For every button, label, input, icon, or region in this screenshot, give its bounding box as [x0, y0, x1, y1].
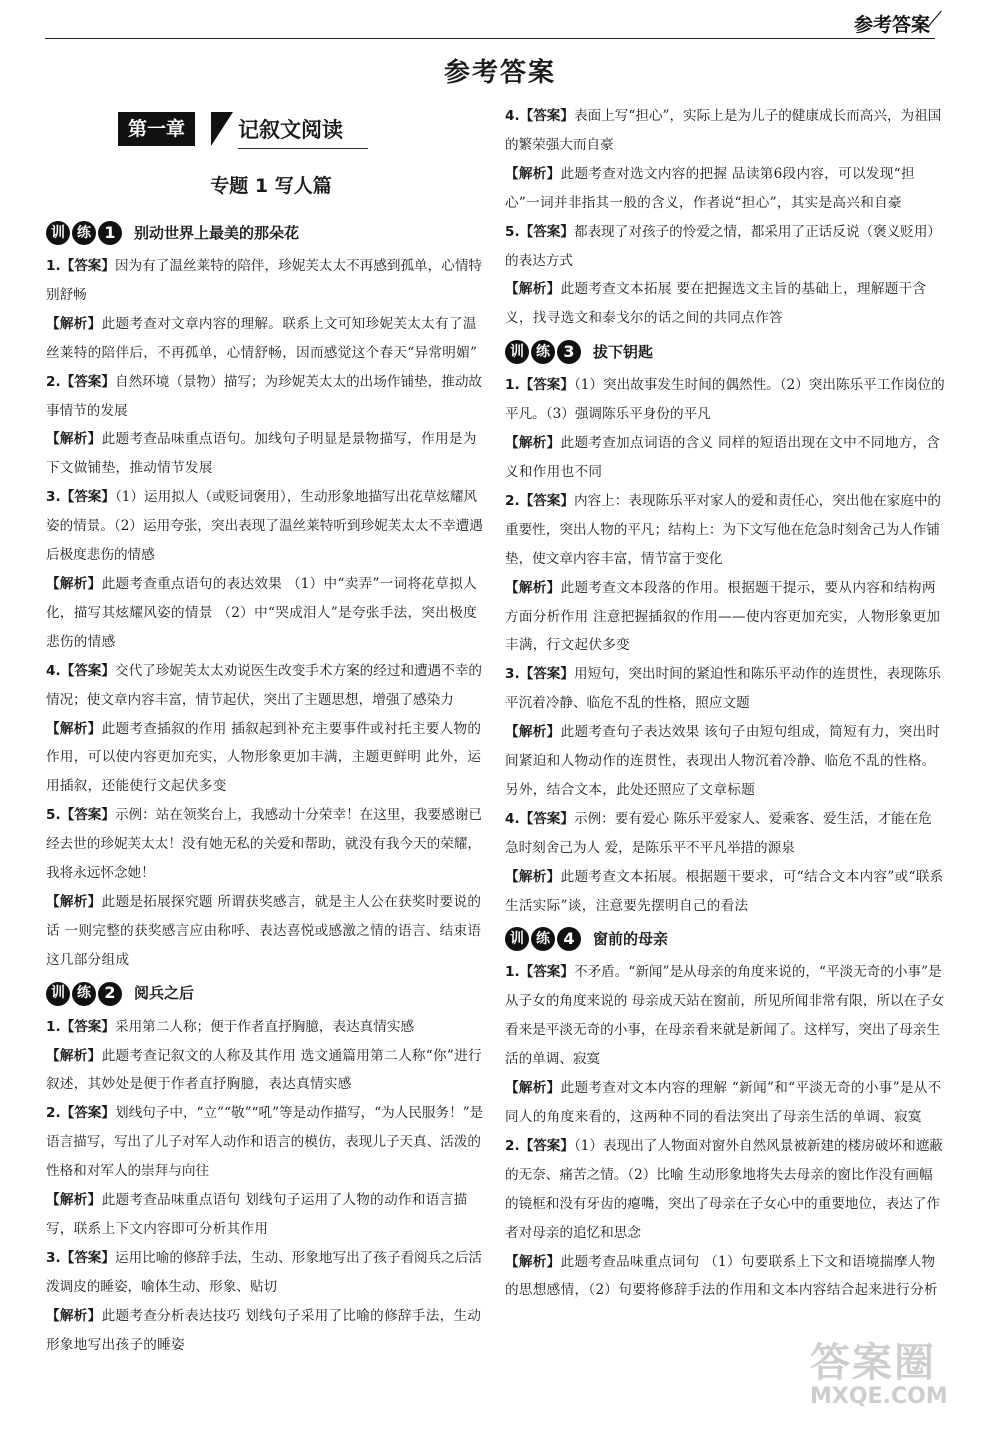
analysis-text: 【解析】此题考查对选文内容的把握 品读第6段内容，可以发现“担心”一词并非指其一般的含义，作者说“担心”，其实是高兴和自豪	[505, 165, 915, 211]
answer-tag: 【解析】	[46, 720, 102, 737]
chapter-name: 记叙文阅读	[238, 118, 343, 142]
answer-tag: 1.【答案】	[505, 964, 574, 981]
analysis-text: 【解析】此题考查插叙的作用 插叙起到补充主要事件或衬托主要人物的作用，可以使内容更加充实，人物形象更加丰满，主题更鲜明 此外，运用插叙，还能使行文起伏多变	[46, 720, 482, 795]
corner-label: 参考答案	[853, 14, 930, 36]
answer-tag: 5.【答案】	[505, 223, 574, 240]
answer-tag: 【解析】	[46, 893, 102, 910]
analysis-text: 【解析】此题考查品味重点语句 划线句子运用了人物的动作和语言描写，联系上下文内容即可分析其作用	[46, 1192, 468, 1237]
page-title: 参考答案	[443, 58, 556, 88]
answer-text: 2.【答案】内容上：表现陈乐平对家人的爱和责任心，突出他在家庭中的重要性，突出人物的平凡；结构上：为下文写他在危急时刻舍己为人作铺垫，使文章内容丰富，情节富于变化	[505, 492, 942, 567]
watermark-top: 答案圈	[810, 1340, 936, 1386]
badge-xun-icon: 训	[505, 340, 529, 364]
lesson-number: 1	[98, 221, 122, 245]
answer-text: 5.【答案】都表现了对孩子的怜爱之情，都采用了正话反说（褒义贬用）的表达方式	[505, 223, 942, 269]
lesson-heading	[505, 335, 945, 369]
answer-tag: 3.【答案】	[505, 666, 574, 683]
answer-tag: 【解析】	[505, 868, 561, 885]
left-column	[46, 100, 486, 1360]
answer-tag: 4.【答案】	[505, 108, 574, 124]
watermark-logo	[810, 1331, 970, 1411]
analysis-text: 【解析】此题考查文本段落的作用。根据题干提示，要从内容和结构两方面分析作用 注意把握插叙的作用——使内容更加充实，人物形象更加丰满，行文起伏多变	[505, 579, 941, 654]
answer-text: 3.【答案】用短句，突出时间的紧迫性和陈乐平动作的连贯性，表现陈乐平沉着冷静、临危不乱的性格，照应文题	[505, 666, 942, 712]
chapter-underline	[238, 148, 368, 149]
answer-tag: 【解析】	[505, 1080, 561, 1097]
answer-tag: 3.【答案】	[46, 1249, 115, 1266]
answer-tag: 5.【答案】	[46, 807, 115, 824]
lesson-heading	[46, 977, 486, 1011]
answer-tag: 2.【答案】	[46, 373, 115, 390]
analysis-text: 【解析】此题考查记叙文的人称及其作用 选文通篇用第二人称“你”进行叙述，其妙处是便于作者直抒胸臆，表达真情实感	[46, 1047, 482, 1093]
badge-xun-icon: 训	[46, 982, 70, 1006]
badge-lian-icon: 练	[531, 927, 555, 951]
analysis-text: 【解析】此题考查重点语句的表达效果 （1）中“卖弄”一词将花草拟人化，描写其炫耀风姿的情景 （2）中“哭成泪人”是夸张手法，突出极度悲伤的情感	[46, 575, 477, 650]
header-rule	[45, 38, 935, 39]
answer-tag: 【解析】	[46, 315, 102, 332]
answer-text: 5.【答案】示例：站在领奖台上，我感动十分荣幸！在这里，我要感谢已经去世的珍妮芙太太！没有她无私的关爱和帮助，就没有我今天的荣耀，我将永远怀念她！	[46, 807, 483, 882]
badge-xun-icon: 训	[46, 221, 70, 245]
topic-title: 专题 1 写人篇	[210, 175, 332, 197]
lesson-number: 4	[557, 927, 581, 951]
analysis-text: 【解析】此题考查对文章内容的理解。联系上文可知珍妮芙太太有了温丝莱特的陪伴后，不再孤单，心情舒畅，因而感觉这个春天“异常明媚”	[46, 315, 478, 361]
answer-tag: 1.【答案】	[46, 258, 115, 274]
badge-xun-icon: 训	[505, 927, 529, 951]
lesson-number: 2	[98, 982, 122, 1006]
answer-tag: 【解析】	[505, 165, 561, 182]
answer-tag: 1.【答案】	[505, 377, 574, 394]
watermark-bottom: MXQE.COM	[810, 1384, 948, 1409]
answer-tag: 【解析】	[505, 1253, 561, 1270]
answer-tag: 4.【答案】	[505, 810, 574, 827]
answer-tag: 3.【答案】	[46, 489, 115, 506]
answer-tag: 【解析】	[505, 281, 561, 298]
badge-lian-icon: 练	[72, 982, 96, 1006]
badge-lian-icon: 练	[72, 221, 96, 245]
answer-tag: 2.【答案】	[46, 1105, 115, 1122]
analysis-text: 【解析】此题考查对文本内容的理解 “新闻”和“平淡无奇的小事”是从不同人的角度来看的，这两种不同的看法突出了母亲生活的单调、寂寞	[505, 1080, 942, 1125]
answer-text: 3.【答案】运用比喻的修辞手法，生动、形象地写出了孩子看阅兵之后活泼调皮的睡姿，喻体生动、形象、贴切	[46, 1249, 483, 1295]
corner-mark-icon: ⟋	[926, 8, 942, 33]
answer-text: 1.【答案】（1）突出故事发生时间的偶然性。（2）突出陈乐平工作岗位的平凡。（3）强调陈乐平身份的平凡	[505, 377, 945, 423]
answer-text: 1.【答案】采用第二人称；便于作者直抒胸臆，表达真情实感	[46, 1018, 415, 1035]
chapter-wedge-icon	[211, 112, 233, 146]
answer-tag: 1.【答案】	[46, 1018, 115, 1035]
answer-text: 2.【答案】划线句子中，“立”“敬”“吼”等是动作描写，“为人民服务！”是语言描写，写出了儿子对军人动作和语言的模仿，表现儿子天真、活泼的性格和对军人的崇拜与向往	[46, 1105, 484, 1180]
answer-tag: 2.【答案】	[505, 492, 574, 509]
answer-text: 2.【答案】（1）表现出了人物面对窗外自然风景被新建的楼房破坏和遮蔽的无奈、痛苦之情。（2）比喻 生动形象地将失去母亲的窗比作没有画幅的镜框和没有牙齿的瘪嘴，突出了母亲在子女心中的重要地位，表达了作者对母亲的追忆和思念	[505, 1137, 943, 1241]
analysis-text: 【解析】此题考查分析表达技巧 划线句子采用了比喻的修辞手法，生动形象地写出孩子的睡姿	[46, 1307, 482, 1353]
answer-text: 1.【答案】不矛盾。“新闻”是从母亲的角度来说的，“平淡无奇的小事”是从子女的角度来说的 母亲成天站在窗前，所见所闻非常有限，所以在子女看来是平淡无奇的小事，在母亲看来就是新闻了。这样写，突出了母亲生活的单调、寂寞	[505, 964, 945, 1068]
analysis-text: 【解析】此题考查文本拓展。根据题干要求，可“结合文本内容”或“联系生活实际”谈，注意要先摆明自己的看法	[505, 868, 944, 914]
lesson-title: 阅兵之后	[134, 984, 195, 1003]
answer-tag: 【解析】	[46, 1047, 102, 1064]
lesson-heading	[46, 216, 486, 250]
lesson-title: 别动世界上最美的那朵花	[134, 223, 300, 242]
analysis-text: 【解析】此题考查文本拓展 要在把握选文主旨的基础上，理解题干含义，找寻选文和泰戈尔的话之间的共同点作答	[505, 281, 927, 327]
badge-lian-icon: 练	[531, 340, 555, 364]
answer-tag: 【解析】	[46, 1307, 102, 1324]
answer-text: 4.【答案】交代了珍妮芙太太劝说医生改变手术方案的经过和遭遇不幸的情况；使文章内容丰富，情节起伏，突出了主题思想，增强了感染力	[46, 662, 483, 708]
analysis-text: 【解析】此题考查加点词语的含义 同样的短语出现在文中不同地方，含义和作用也不同	[505, 435, 941, 480]
answer-text: 4.【答案】表面上写“担心”，实际上是为儿子的健康成长而高兴，为祖国的繁荣强大而自豪	[505, 108, 942, 153]
analysis-text: 【解析】此题考查品味重点词句 （1）句要联系上下文和语境揣摩人物的思想感情，（2）句要将修辞手法的作用和文本内容结合起来进行分析	[505, 1253, 938, 1299]
answer-tag: 【解析】	[46, 1192, 102, 1209]
answer-text: 4.【答案】示例：要有爱心 陈乐平爱家人、爱乘客、爱生活，才能在危急时刻舍己为人 爱，是陈乐平不平凡举措的源泉	[505, 810, 932, 856]
chapter-heading	[46, 112, 486, 156]
right-column	[505, 102, 945, 1305]
answer-tag: 【解析】	[505, 435, 561, 452]
analysis-text: 【解析】此题考查品味重点语句。加线句子明显是景物描写，作用是为下文做铺垫，推动情节发展	[46, 431, 477, 477]
analysis-text: 【解析】此题是拓展探究题 所谓获奖感言，就是主人公在获奖时要说的话 一则完整的获奖感言应由称呼、表达喜悦或感激之情的语言、结束语这几部分组成	[46, 893, 482, 968]
answer-tag: 【解析】	[505, 724, 561, 741]
answer-tag: 2.【答案】	[505, 1137, 574, 1154]
answer-text: 3.【答案】（1）运用拟人（或贬词褒用），生动形象地描写出花草炫耀风姿的情景。（2）运用夸张，突出表现了温丝莱特听到珍妮芙太太不幸遭遇后极度悲伤的情感	[46, 489, 483, 564]
answer-tag: 【解析】	[505, 579, 561, 596]
answer-tag: 【解析】	[46, 575, 102, 592]
answer-tag: 【解析】	[46, 431, 102, 448]
analysis-text: 【解析】此题考查句子表达效果 该句子由短句组成，简短有力，突出时间紧迫和人物动作的连贯性，表现出人物沉着冷静、临危不乱的性格。另外，结合文本，此处还照应了文章标题	[505, 724, 941, 798]
answer-text: 2.【答案】自然环境（景物）描写；为珍妮芙太太的出场作铺垫，推动故事情节的发展	[46, 373, 483, 419]
answer-tag: 4.【答案】	[46, 662, 115, 679]
lesson-heading	[505, 922, 945, 956]
lesson-title: 拔下钥匙	[593, 342, 654, 361]
lesson-title: 窗前的母亲	[593, 930, 669, 949]
answer-text: 1.【答案】因为有了温丝莱特的陪伴，珍妮芙太太不再感到孤单，心情特别舒畅	[46, 258, 483, 303]
lesson-number: 3	[557, 340, 581, 364]
chapter-label: 第一章	[118, 112, 195, 146]
